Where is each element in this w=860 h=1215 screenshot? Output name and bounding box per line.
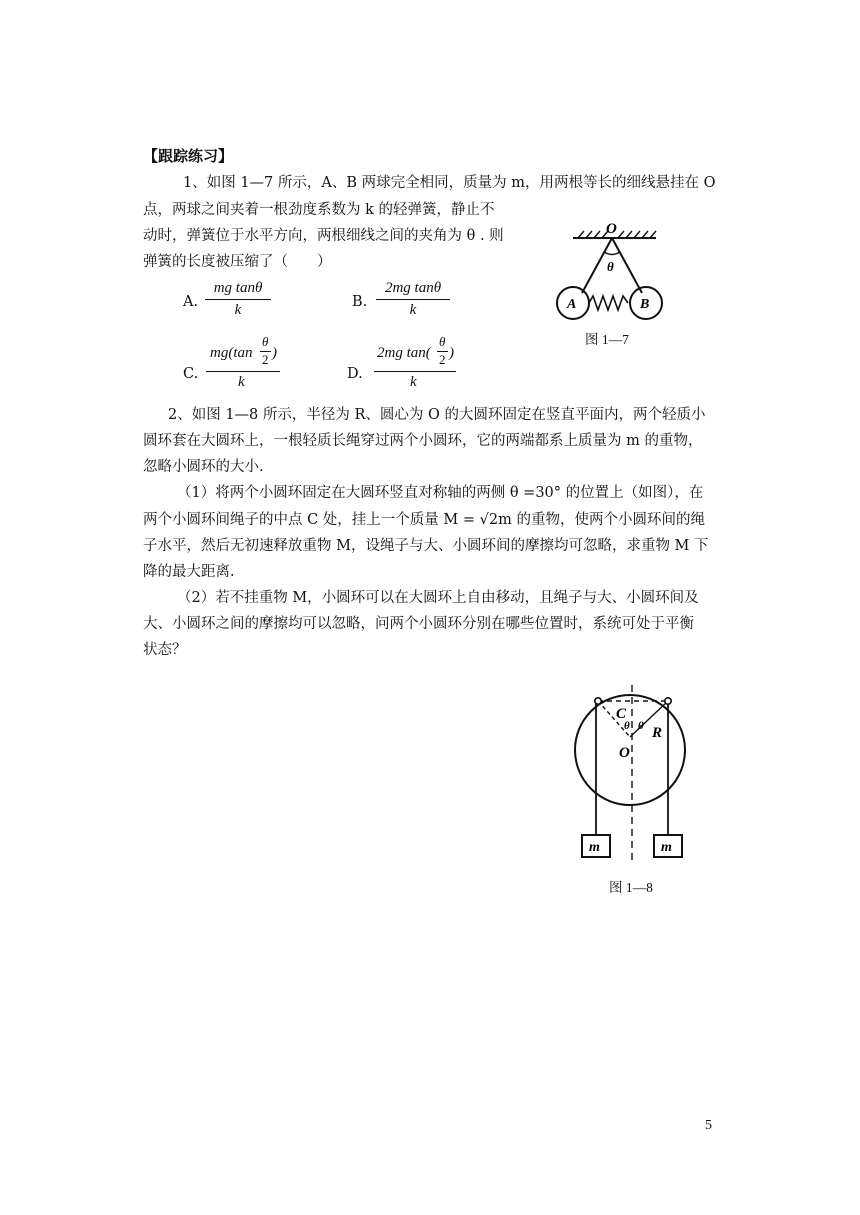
q2-part1-line-2: 两个小圆环间绳子的中点 C 处，挂上一个质量 M = √2m 的重物，使两个小圆环间的绳 xyxy=(143,512,705,528)
option-a-denominator: k xyxy=(234,302,242,318)
figure-1-8-caption: 图 1—8 xyxy=(609,880,653,895)
q2-part1-line-4: 降的最大距离. xyxy=(143,564,235,580)
angle-arc xyxy=(604,252,620,255)
q1-line-3: 动时，弹簧位于水平方向，两根细线之间的夹角为 θ . 则 xyxy=(143,228,504,244)
string-right xyxy=(612,238,642,293)
q2-part1-line-3: 子水平，然后无初速释放重物 M，设绳子与大、小圆环间的摩擦均可忽略，求重物 M 下 xyxy=(143,538,709,554)
q1-line-1: 1、如图 1—7 所示，A、B 两球完全相同，质量为 m，用两根等长的细线悬挂在 O xyxy=(183,175,716,191)
label-m-right: m xyxy=(661,840,672,855)
label-a: A xyxy=(567,297,577,312)
label-r: R xyxy=(652,725,663,741)
radius-right xyxy=(630,701,668,737)
option-c-label: C. xyxy=(183,366,199,382)
q2-part2-line-3: 状态？ xyxy=(143,642,187,658)
ceiling-hatching xyxy=(578,231,656,238)
fraction-bar xyxy=(374,371,456,372)
small-ring-left xyxy=(595,698,601,704)
q2-part1-line-1: （1）将两个小圆环固定在大圆环竖直对称轴的两侧 θ =30° 的位置上（如图），在 xyxy=(177,485,704,501)
q2-line-2: 圆环套在大圆环上，一根轻质长绳穿过两个小圆环，它的两端都系上质量为 m 的重物， xyxy=(143,433,703,449)
option-d-num-suffix: ) xyxy=(449,345,454,361)
option-d-theta: θ xyxy=(439,334,446,349)
section-title: 【跟踪练习】 xyxy=(143,147,234,165)
option-b-numerator: 2mg tanθ xyxy=(384,280,442,296)
fraction-bar xyxy=(376,299,450,300)
option-c-theta: θ xyxy=(262,334,269,349)
spring xyxy=(589,296,628,310)
label-c: C xyxy=(616,706,627,722)
option-a-label: A. xyxy=(183,294,199,310)
option-a-numerator: mg tanθ xyxy=(213,280,263,296)
fraction-bar xyxy=(205,299,271,300)
option-b-fraction xyxy=(376,280,450,319)
option-c-denominator: k xyxy=(238,374,245,390)
page-number: 5 xyxy=(705,1118,712,1133)
option-a-fraction xyxy=(205,280,271,319)
figure-1-7 xyxy=(548,218,688,326)
option-b-denominator: k xyxy=(409,302,417,318)
q2-part2-line-2: 大、小圆环之间的摩擦均可以忽略，问两个小圆环分别在哪些位置时，系统可处于平衡 xyxy=(143,616,694,632)
label-theta-right: θ xyxy=(638,720,644,732)
option-d-two: 2 xyxy=(439,352,446,367)
option-d-fraction xyxy=(374,334,456,392)
label-o: O xyxy=(619,745,630,761)
q2-part2-line-1: （2）若不挂重物 M，小圆环可以在大圆环上自由移动，且绳子与大、小圆环间及 xyxy=(177,590,699,606)
option-b-label: B. xyxy=(352,294,368,310)
label-theta-left: θ xyxy=(624,720,630,732)
q1-line-2: 点，两球之间夹着一根劲度系数为 k 的轻弹簧，静止不 xyxy=(143,202,495,218)
fraction-bar xyxy=(206,371,280,372)
label-b: B xyxy=(640,297,650,312)
option-c-num-suffix: ) xyxy=(272,345,277,361)
label-m-left: m xyxy=(589,840,600,855)
label-o: O xyxy=(606,221,617,237)
figure-1-8 xyxy=(560,685,700,865)
small-ring-right xyxy=(665,698,671,704)
option-d-label: D. xyxy=(347,366,363,382)
option-c-fraction xyxy=(206,334,280,392)
option-d-num-prefix: 2mg tan( xyxy=(377,345,431,361)
label-theta: θ xyxy=(607,259,614,274)
q2-line-3: 忽略小圆环的大小. xyxy=(143,459,264,475)
option-d-denominator: k xyxy=(410,374,417,390)
q1-line-4: 弹簧的长度被压缩了（ ） xyxy=(143,254,332,270)
option-c-two: 2 xyxy=(262,352,269,367)
figure-1-7-caption: 图 1—7 xyxy=(585,332,629,347)
option-c-num-prefix: mg(tan xyxy=(210,345,253,361)
q2-line-1: 2、如图 1—8 所示，半径为 R、圆心为 O 的大圆环固定在竖直平面内，两个轻质小 xyxy=(168,407,706,423)
